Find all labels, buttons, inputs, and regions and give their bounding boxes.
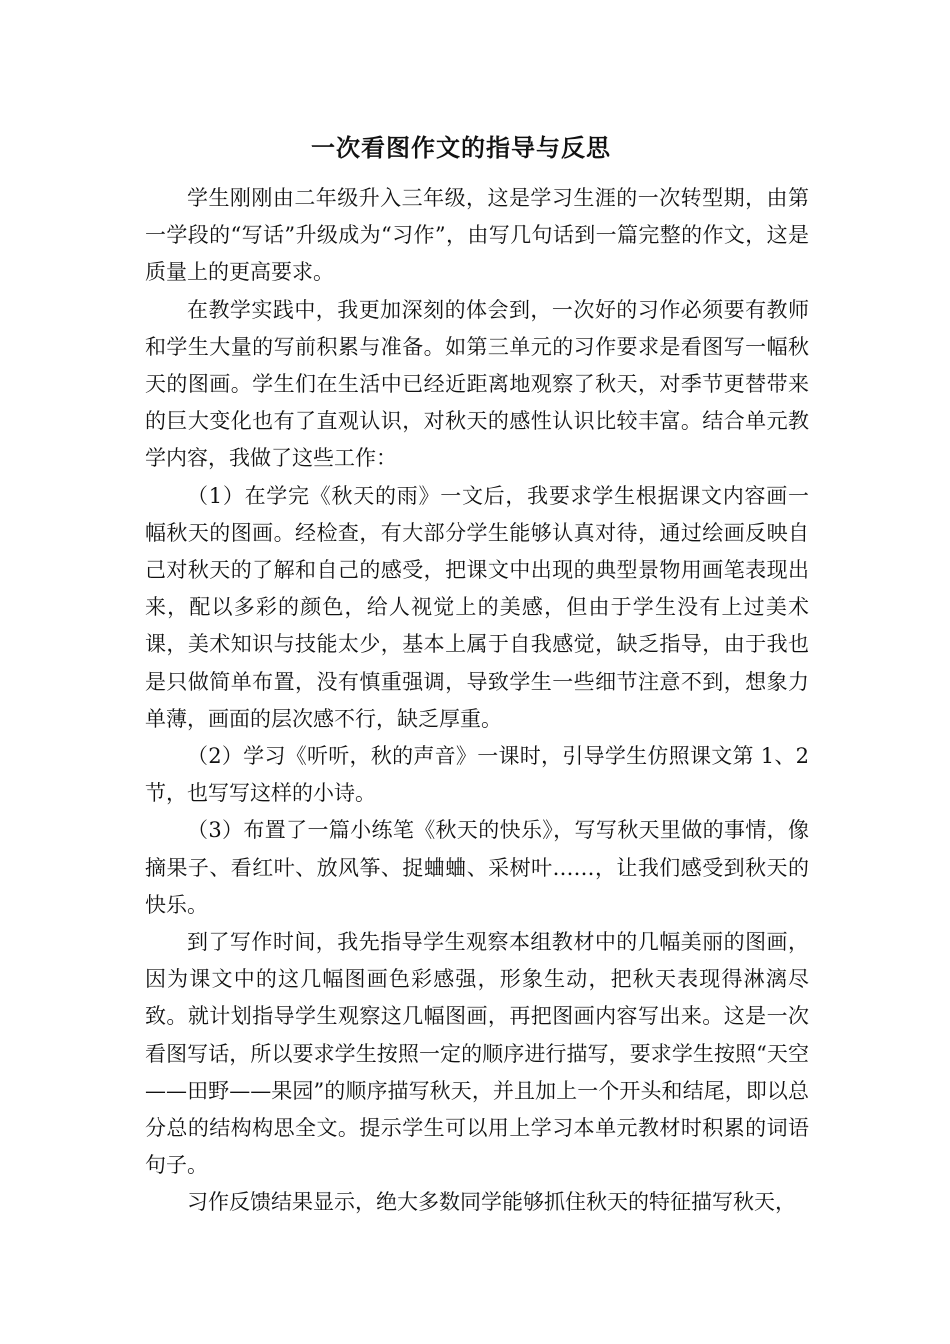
paragraph-practice: 在教学实践中，我更加深刻的体会到，一次好的习作必须要有教师和学生大量的写前积累与准备。如第三单元的习作要求是看图写一幅秋天的图画。学生们在生活中已经近距离地观察了秋天，对季节更替带来的巨大变化也有了直观认识，对秋天的感性认识比较丰富。结合单元教学内容，我做了这些工作： [145,297,809,471]
paragraph-feedback: 习作反馈结果显示，绝大多数同学能够抓住秋天的特征描写秋天， [187,1190,796,1215]
paragraph-item-1: （1）在学完《秋天的雨》一文后，我要求学生根据课文内容画一幅秋天的图画。经检查，有大部分学生能够认真对待，通过绘画反映自己对秋天的了解和自己的感受，把课文中出现的典型景物用画笔表现出来，配以多彩的颜色，给人视觉上的美感，但由于学生没有上过美术课，美术知识与技能太少，基本上属于自我感觉，缺乏指导，由于我也是只做简单布置，没有慎重强调，导致学生一些细节注意不到，想象力单薄，画面的层次感不行，缺乏厚重。 [145,483,809,731]
paragraph-writing-time: 到了写作时间，我先指导学生观察本组教材中的几幅美丽的图画，因为课文中的这几幅图画色彩感强，形象生动，把秋天表现得淋漓尽致。就计划指导学生观察这几幅图画，再把图画内容写出来。这是一次看图写话，所以要求学生按照一定的顺序进行描写，要求学生按照“天空——田野——果园”的顺序描写秋天，并且加上一个开头和结尾，即以总分总的结构构思全文。提示学生可以用上学习本单元教材时积累的词语句子。 [145,930,809,1178]
paragraph-item-3: （3）布置了一篇小练笔《秋天的快乐》，写写秋天里做的事情，像摘果子、看红叶、放风筝、捉蛐蛐、采树叶……，让我们感受到秋天的快乐。 [145,818,809,917]
paragraph-item-2: （2）学习《听听，秋的声音》一课时，引导学生仿照课文第 1、2 节，也写写这样的小诗。 [145,744,809,806]
paragraph-intro: 学生刚刚由二年级升入三年级，这是学习生涯的一次转型期，由第一学段的“写话”升级成为“习作”，由写几句话到一篇完整的作文，这是质量上的更高要求。 [145,186,809,285]
document-body [145,180,809,1222]
document-title: 一次看图作文的指导与反思 [311,133,611,162]
